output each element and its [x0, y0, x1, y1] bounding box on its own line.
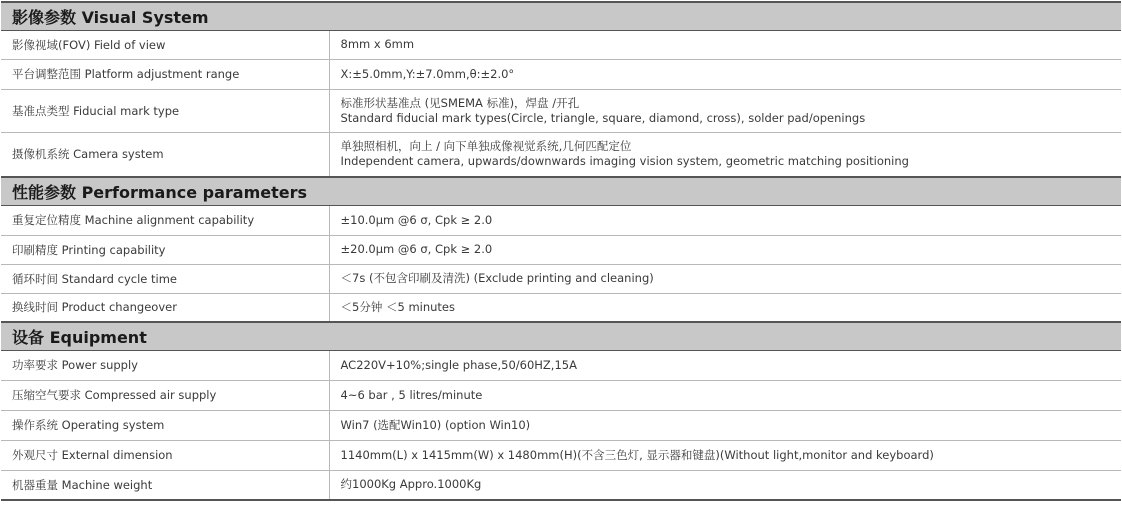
spec-row-operating-system	[1, 410, 1121, 440]
spec-label: 影像视域(FOV) Field of view	[1, 30, 329, 59]
spec-row-power-supply	[1, 350, 1121, 380]
spec-row-platform-adjustment	[1, 59, 1121, 89]
spec-label: 换线时间 Product changeover	[1, 293, 329, 322]
spec-value-line: Independent camera, upwards/downwards imaging vision system, geometric matching positioning	[340, 154, 909, 169]
spec-value-line: 单独照相机，向上 / 向下单独成像视觉系统,几何匹配定位	[340, 139, 632, 154]
spec-label: 功率要求 Power supply	[1, 350, 329, 380]
spec-value	[329, 440, 1121, 470]
spec-value	[329, 235, 1121, 264]
spec-label: 机器重量 Machine weight	[1, 470, 329, 500]
spec-value	[329, 350, 1121, 380]
spec-row-cycle-time	[1, 264, 1121, 293]
spec-value-line: 8mm x 6mm	[340, 37, 415, 51]
spec-value	[329, 59, 1121, 89]
spec-value	[329, 410, 1121, 440]
spec-value-line: 约1000Kg Appro.1000Kg	[340, 477, 482, 492]
spec-row-product-changeover	[1, 293, 1121, 322]
spec-label: 外观尺寸 External dimension	[1, 440, 329, 470]
spec-table	[1, 1, 1121, 501]
spec-row-alignment-capability	[1, 205, 1121, 235]
spec-value	[329, 30, 1121, 59]
spec-label: 压缩空气要求 Compressed air supply	[1, 380, 329, 410]
spec-value-line: Standard fiducial mark types(Circle, triangle, square, diamond, cross), solder pad/openings	[340, 110, 866, 125]
spec-value-line: X:±5.0mm,Y:±7.0mm,θ:±2.0°	[340, 66, 515, 81]
spec-value	[329, 470, 1121, 500]
spec-row-fiducial-mark	[1, 89, 1121, 132]
spec-row-compressed-air	[1, 380, 1121, 410]
spec-row-machine-weight	[1, 470, 1121, 500]
section-header-performance	[1, 177, 1121, 205]
section-title: 设备 Equipment	[1, 322, 1121, 350]
spec-value-line: 4~6 bar , 5 litres/minute	[340, 387, 483, 402]
spec-value-line: Win7 (选配Win10) (option Win10)	[340, 417, 531, 432]
spec-row-camera-system	[1, 132, 1121, 177]
spec-row-printing-capability	[1, 235, 1121, 264]
spec-value-line: ±20.0μm @6 σ, Cpk ≥ 2.0	[340, 242, 493, 256]
spec-label: 平台调整范围 Platform adjustment range	[1, 59, 329, 89]
spec-value-line: ＜5分钟 ＜5 minutes	[340, 299, 455, 314]
spec-label: 基准点类型 Fiducial mark type	[1, 89, 329, 132]
spec-row-field-of-view	[1, 30, 1121, 59]
spec-value	[329, 132, 1121, 177]
spec-value	[329, 205, 1121, 235]
spec-value-line: AC220V+10%;single phase,50/60HZ,15A	[340, 357, 577, 372]
spec-value-line: ±10.0μm @6 σ, Cpk ≥ 2.0	[340, 212, 493, 227]
spec-row-external-dimension	[1, 440, 1121, 470]
section-title: 影像参数 Visual System	[1, 2, 1121, 30]
spec-value	[329, 264, 1121, 293]
spec-label: 印刷精度 Printing capability	[1, 235, 329, 264]
spec-label: 重复定位精度 Machine alignment capability	[1, 205, 329, 235]
section-header-visual-system	[1, 2, 1121, 30]
spec-value-line: 1140mm(L) x 1415mm(W) x 1480mm(H)(不含三色灯, 显示器和键盘)(Without light,monitor and keyboard)	[340, 447, 934, 462]
spec-label: 摄像机系统 Camera system	[1, 132, 329, 177]
spec-value	[329, 293, 1121, 322]
spec-value	[329, 89, 1121, 132]
spec-value-line: ＜7s (不包含印刷及清洗) (Exclude printing and cleaning)	[340, 271, 654, 285]
spec-value	[329, 380, 1121, 410]
section-header-equipment	[1, 322, 1121, 350]
spec-label: 操作系统 Operating system	[1, 410, 329, 440]
spec-label: 循环时间 Standard cycle time	[1, 264, 329, 293]
section-title: 性能参数 Performance parameters	[1, 177, 1121, 205]
spec-value-line: 标准形状基准点 (见SMEMA 标准)，焊盘 /开孔	[340, 95, 580, 110]
